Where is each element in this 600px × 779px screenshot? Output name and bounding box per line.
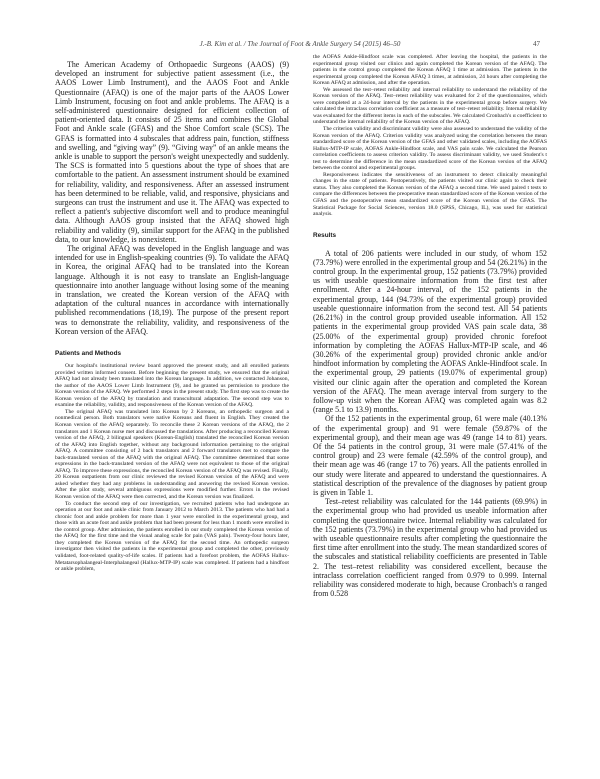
methods-paragraph-1: Our hospital's institutional review board approved the present study, and all enrolled patients provided written informed consent. Before beginning the present study, we ensured that the original AFAQ had not already been translated into the Korean language. In addition, we contacted Johanson, the author of the AAOS Lower Limb Instrument (9), and he granted us permission to produce the Korean version of the AFAQ. We performed 2 steps in the present study. The first step was to create the Korean version of the AFAQ by translation and transcultural adaptation. The second step was to examine the reliability, validity, and responsiveness of the Korean version of the AFAQ. — [55, 363, 289, 409]
results-paragraph-2: Of the 152 patients in the experimental group, 61 were male (40.13% of the experimental group) and 91 were female (59.87% of the experimental group), and their mean age was 49 (range 14 to 81) years. Of the 54 patients in the control group, 31 were male (57.41% of the control group) and 23 were female (42.59% of the control group), and their mean age was 46 (range 17 to 76) years. All the patients enrolled in our study were literate and appeared to understand the questionnaires. A statistical description of the prevalence of the diagnoses by patient group is given in Table 1. — [313, 414, 547, 497]
methods-paragraph-6: The criterion validity and discriminant validity were also assessed to understand the validity of the Korean version of the AFAQ. Criterion validity was analyzed using the correlation between the mean standardized score of the Korean version of the GFAS and other validated scales, including the AOFAS Hallux-MTP-IP scale, AOFAS Ankle-Hindfoot scale, and VAS pain scale. We calculated the Pearson correlation coefficients to assess criterion validity. To assess discriminant validity, we used Student's t test to determine the difference in the mean standardized score of the Korean version of the AFAQ between the control and experimental groups. — [313, 126, 547, 172]
results-paragraph-3: Test–retest reliability was calculated for the 144 patients (69.9%) in the experimental group who had provided us useable information after completing the questionnaire twice. Internal reliability was calculated for the 152 patients (73.79%) in the experimental group who had provided us with useable questionnaire results after completing the questionnaire the first time after enrollment into the study. The mean standardized scores of the subscales and statistical reliability coefficients are presented in Table 2. The test–retest reliability was considered excellent, because the intraclass correlation coefficient ranged from 0.979 to 0.999. Internal reliability was considered moderate to high, because Cronbach's α ranged from 0.528 — [313, 497, 547, 599]
methods-paragraph-7: Responsiveness indicates the sensitiveness of an instrument to detect clinically meaningful changes in the state of patients. Postoperatively, the patients visited our clinic again to check their status. They also completed the Korean version of the AFAQ a second time. We used paired t tests to compare the differences between the preoperative mean standardized score of the Korean version of the GFAS and the postoperative mean standardized score of the Korean version of the GFAS. The Statistical Package for Social Sciences, version 18.0 (SPSS, Chicago, IL), was used for statistical analysis. — [313, 171, 547, 218]
results-paragraph-1: A total of 206 patients were included in our study, of whom 152 (73.79%) were enrolled in the experimental group and 54 (26.21%) in the control group. In the experimental group, 152 patients (73.79%) provided us with useable questionnaire information from the first test after enrollment. After a 24-hour interval, of the 152 patients in the experimental group, 144 (94.73% of the experimental group) provided useable questionnaire information from the second test. All 54 patients (26.21%) in the control group provided useable information. All 152 patients in the experimental group provided VAS pain scale data, 38 (25.00% of the experimental group) provided chronic forefoot information by completing the AOFAS Hallux-MTP-IP scale, and 46 (30.26% of the experimental group) provided chronic ankle and/or hindfoot information by completing the AOFAS Ankle-Hindfoot scale. In the experimental group, 29 patients (19.07% of experimental group) visited our clinic again after the operation and completed the Korean version of the AFAQ. The mean average interval from surgery to the follow-up visit when the Korean AFAQ was completed again was 8.2 (range 5.1 to 13.9) months. — [313, 248, 547, 415]
running-head: J.-B. Kim et al. / The Journal of Foot & Ankle Surgery 54 (2015) 46–50 — [199, 40, 401, 48]
left-column — [55, 60, 289, 573]
intro-paragraph-2: The original AFAQ was developed in the English language and was intended for use in English-speaking countries (9). To validate the AFAQ in Korea, the original AFAQ had to be translated into the Korean language. Although it is not easy to translate an English-language questionnaire into another language without losing some of the meaning in translation, we created the Korean version of the AFAQ with adaptation of the cultural nuances in accordance with internationally published recommendations (18,19). The purpose of the present report was to demonstrate the reliability, validity, and responsiveness of the Korean version of the AFAQ. — [55, 244, 289, 336]
methods-paragraph-2: The original AFAQ was translated into Korean by 2 Koreans, an orthopedic surgeon and a nonmedical person. Both translators were native Koreans and fluent in English. They created the Korean version of the AFAQ separately. To reconcile these 2 Korean versions of the AFAQ, the 2 translators and 1 Korean nurse met and discussed the translations. After producing a reconciled Korean version of the AFAQ, 2 bilingual speakers (Korean-English) translated the reconciled Korean version of the AFAQ into English together, without any background information pertaining to the original AFAQ. A committee consisting of 2 back translators and 2 forward translators met to compare the back-translated version of the AFAQ with the original AFAQ. The committee determined that some expressions in the back-translated version of the AFAQ were not equivalent to those of the original AFAQ. To improve these expressions, the reconciled Korean version of the AFAQ was revised. Finally, 20 Korean outpatients from our clinic reviewed the revised Korean version of the AFAQ and were asked whether they had any problems in understanding and answering the revised Korean version. After the pilot study, several ambiguous expressions were modified further. Errors in the revised Korean version of the AFAQ were then corrected, and the Korean version was finalized. — [55, 408, 289, 501]
page-header — [60, 40, 540, 54]
section-heading-results: Results — [313, 231, 337, 239]
intro-paragraph-1: The American Academy of Orthopaedic Surgeons (AAOS) (9) developed an instrument for subjective patient assessment (i.e., the AAOS Lower Limb Instrument), and the AAOS Foot and Ankle Questionnaire (AFAQ) is one of the major parts of the AAOS Lower Limb Instrument, focusing on foot and ankle problems. The AFAQ is a self-administered questionnaire designed for efficient collection of patient-oriented data. It consists of 25 items and combines the Global Foot and Ankle scale (GFAS) and the Shoe Comfort scale (SCS). The GFAS is formatted into 4 subscales that address pain, function, stiffness and swelling, and “giving way” (9). “Giving way” of an ankle means the ankle is unable to support the person's weight unexpectedly and suddenly. The SCS is formatted into 5 questions about the type of shoes that are comfortable to the patient. An assessment instrument should be examined for reliability, validity, and responsiveness. After an assessed instrument has been determined to be reliable, valid, and responsive, physicians and surgeons can trust the instrument and use it. The AFAQ was expected to reflect a patient's subjective discomfort well and to produce meaningful data. Although AAOS group insisted that the AFAQ showed high reliability and validity (9), similar support for the AFAQ in the published data, to our knowledge, is nonexistent. — [55, 60, 289, 244]
right-column — [313, 54, 547, 598]
section-heading-methods: Patients and Methods — [55, 350, 122, 358]
methods-paragraph-5: We assessed the test–retest reliability and internal reliability to understand the reliability of the Korean version of the AFAQ. Test–retest reliability was evaluated for 2 of the questionnaires, which were completed at a 24-hour interval by the patients in the experimental group before surgery. We calculated the intraclass correlation coefficient as a measure of test–retest reliability. Internal reliability was evaluated for the different items in each of the subscales. We calculated Cronbach's α coefficient to understand the internal reliability of the Korean version of the AFAQ. — [313, 86, 547, 126]
methods-paragraph-3: To conduct the second step of our investigation, we recruited patients who had undergone an operation at our foot and ankle clinic from January 2012 to March 2013. The patients who had had a chronic foot and ankle problem for more than 1 year were enrolled in the experimental group, and those with an acute foot and ankle problem that had been present for less than 1 month were enrolled in the control group. After admission, the patients enrolled in our study completed the Korean version of the AFAQ for the first time and the visual analog scale for pain (VAS pain). Twenty-four hours later, they completed the Korean version of the AFAQ for the second time. An orthopedic surgeon investigator then visited the patients in the experimental group and completed the other, previously validated, foot-related quality-of-life scales. If patients had a forefoot problem, the AOFAS Hallux-Metatarsophalangeal-Interphalangeal (Hallux-MTP-IP) scale was completed. If patients had a hindfoot or ankle problem, — [55, 500, 289, 573]
methods-paragraph-4: the AOFAS Ankle-Hindfoot scale was completed. After leaving the hospital, the patients in the experimental group visited our clinics and again completed the Korean version of the AFAQ. The patients in the control group completed the Korean AFAQ 1 time at admission. The patients in the experimental group completed the Korean AFAQ 3 times, at admission, 24 hours after completing the Korean AFAQ at admission, and after the operation. — [313, 54, 547, 87]
page-number: 47 — [533, 40, 540, 48]
